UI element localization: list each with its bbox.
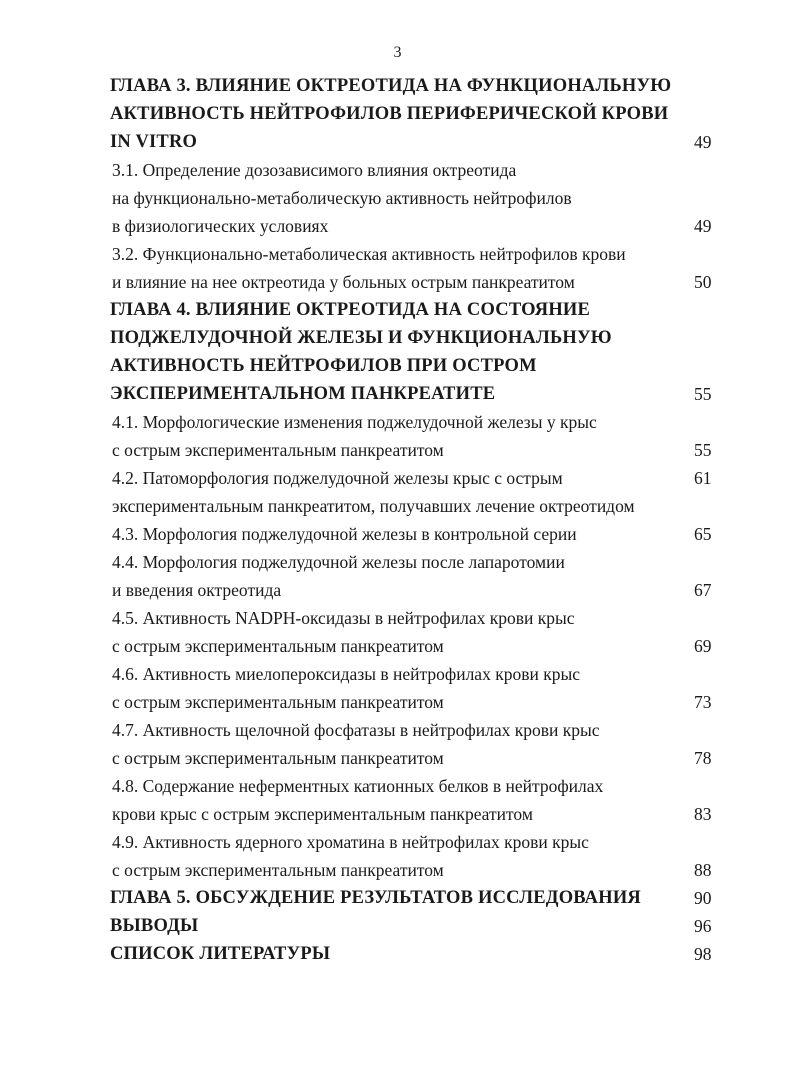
toc-section-line (0, 744, 795, 772)
toc-entry-text: IN VITRO (110, 132, 198, 152)
toc-entry-text: ГЛАВА 4. ВЛИЯНИЕ ОКТРЕОТИДА НА СОСТОЯНИЕ (110, 300, 591, 320)
toc-section-line (0, 604, 795, 632)
toc-chapter-line (0, 324, 795, 352)
page-number: 3 (393, 44, 402, 61)
toc-entry-text: на функционально-метаболическую активность нейтрофилов (112, 188, 572, 208)
toc-entry-text: ГЛАВА 5. ОБСУЖДЕНИЕ РЕЗУЛЬТАТОВ ИССЛЕДОВАНИЯ (110, 888, 641, 908)
toc-entry-text: с острым экспериментальным панкреатитом (112, 440, 444, 460)
toc-entry-text: ЭКСПЕРИМЕНТАЛЬНОМ ПАНКРЕАТИТЕ (110, 384, 496, 404)
toc-entry-text: 3.1. Определение дозозависимого влияния октреотида (112, 160, 517, 180)
toc-page-number: 67 (694, 580, 712, 600)
toc-page-number: 98 (694, 944, 712, 964)
toc-entry-text: 4.4. Морфология поджелудочной железы после лапаротомии (112, 552, 565, 572)
toc-section-line (0, 772, 795, 800)
toc-entry-text: и введения октреотида (112, 580, 282, 600)
toc-section-line (0, 268, 795, 296)
toc-entry-text: экспериментальным панкреатитом, получавших лечение октреотидом (112, 496, 635, 516)
toc-entry-text: с острым экспериментальным панкреатитом (112, 748, 444, 768)
toc-entry-text: 4.2. Патоморфология поджелудочной железы крыс с острым (112, 468, 563, 488)
toc-page-number: 55 (694, 440, 712, 460)
toc-page-number: 69 (694, 636, 712, 656)
toc-section-line (0, 408, 795, 436)
toc-section-line (0, 212, 795, 240)
toc-section-line (0, 660, 795, 688)
toc-page-number: 49 (694, 132, 712, 152)
toc-entry-text: СПИСОК ЛИТЕРАТУРЫ (110, 944, 331, 964)
toc-page-number: 73 (694, 692, 712, 712)
toc-section-line (0, 856, 795, 884)
toc-section-line (0, 492, 795, 520)
toc-section-line (0, 576, 795, 604)
toc-page-number: 49 (694, 216, 712, 236)
toc-page-number: 96 (694, 916, 712, 936)
toc-chapter-line (0, 940, 795, 968)
toc-entry-text: 3.2. Функционально-метаболическая активность нейтрофилов крови (112, 244, 626, 264)
toc-entry-text: 4.3. Морфология поджелудочной железы в контрольной серии (112, 524, 577, 544)
toc-entry-text: 4.6. Активность миелопероксидазы в нейтрофилах крови крыс (112, 664, 580, 684)
toc-entry-text: 4.8. Содержание неферментных катионных белков в нейтрофилах (112, 776, 604, 796)
toc-page-number: 55 (694, 384, 712, 404)
toc-page-number: 83 (694, 804, 712, 824)
toc-entry-text: крови крыс с острым экспериментальным панкреатитом (112, 804, 533, 824)
toc-section-line (0, 464, 795, 492)
toc-chapter-line (0, 100, 795, 128)
toc-section-line (0, 688, 795, 716)
toc-section-line (0, 436, 795, 464)
toc-chapter-line (0, 72, 795, 100)
toc-section-line (0, 632, 795, 660)
toc-entry-text: в физиологических условиях (112, 216, 329, 236)
toc-entry-text: АКТИВНОСТЬ НЕЙТРОФИЛОВ ПЕРИФЕРИЧЕСКОЙ КРОВИ (110, 104, 669, 124)
toc-entry-text: с острым экспериментальным панкреатитом (112, 860, 444, 880)
toc-entry-text: 4.1. Морфологические изменения поджелудочной железы у крыс (112, 412, 597, 432)
toc-entry-text: 4.7. Активность щелочной фосфатазы в нейтрофилах крови крыс (112, 720, 600, 740)
toc-section-line (0, 520, 795, 548)
toc-chapter-line (0, 128, 795, 156)
toc-page-number: 50 (694, 272, 712, 292)
toc-section-line (0, 800, 795, 828)
toc-page-number: 90 (694, 888, 712, 908)
toc-page-number: 78 (694, 748, 712, 768)
table-of-contents (0, 72, 795, 968)
toc-chapter-line (0, 912, 795, 940)
toc-entry-text: с острым экспериментальным панкреатитом (112, 692, 444, 712)
toc-entry-text: АКТИВНОСТЬ НЕЙТРОФИЛОВ ПРИ ОСТРОМ (110, 356, 537, 376)
toc-section-line (0, 184, 795, 212)
toc-entry-text: с острым экспериментальным панкреатитом (112, 636, 444, 656)
toc-chapter-line (0, 296, 795, 324)
toc-section-line (0, 828, 795, 856)
toc-chapter-line (0, 380, 795, 408)
toc-section-line (0, 716, 795, 744)
toc-section-line (0, 548, 795, 576)
toc-chapter-line (0, 884, 795, 912)
toc-entry-text: 4.9. Активность ядерного хроматина в нейтрофилах крови крыс (112, 832, 589, 852)
toc-page-number: 65 (694, 524, 712, 544)
toc-entry-text: ПОДЖЕЛУДОЧНОЙ ЖЕЛЕЗЫ И ФУНКЦИОНАЛЬНУЮ (110, 328, 612, 348)
toc-section-line (0, 156, 795, 184)
toc-entry-text: ВЫВОДЫ (110, 916, 199, 936)
toc-section-line (0, 240, 795, 268)
toc-entry-text: и влияние на нее октреотида у больных острым панкреатитом (112, 272, 575, 292)
toc-entry-text: 4.5. Активность NADPH-оксидазы в нейтрофилах крови крыс (112, 608, 575, 628)
toc-entry-text: ГЛАВА 3. ВЛИЯНИЕ ОКТРЕОТИДА НА ФУНКЦИОНАЛЬНУЮ (110, 76, 672, 96)
toc-chapter-line (0, 352, 795, 380)
toc-page-number: 61 (694, 468, 712, 488)
toc-page-number: 88 (694, 860, 712, 880)
